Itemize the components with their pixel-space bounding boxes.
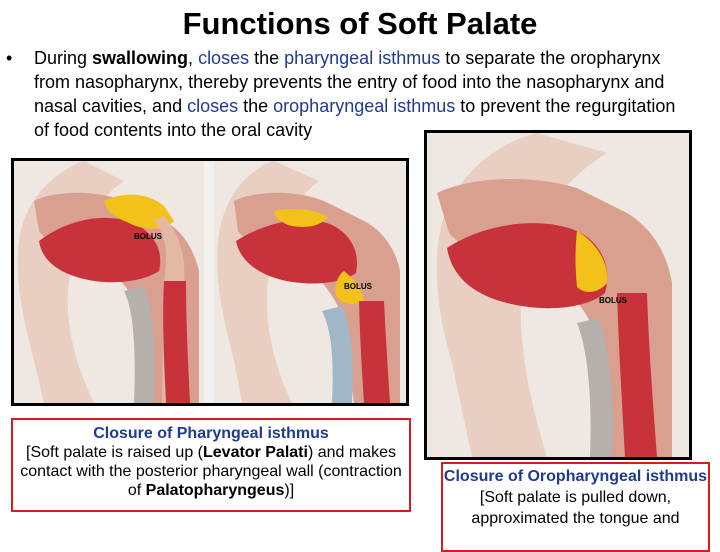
text-run: During [34,48,93,68]
caption-title: Closure of Pharyngeal isthmus [93,425,329,442]
pharyngeal-isthmus-illustration [11,158,409,406]
caption-title: Closure of Oropharyngeal isthmus [443,468,708,485]
text-run: the [238,96,274,116]
text-run: [Soft palate is raised up ( [26,444,203,461]
bullet-paragraph [34,46,694,142]
caption-pharyngeal-closure [11,418,411,512]
text-run: ) and makes contact with the posterior pharyngeal wall (contraction of [20,444,402,499]
oropharyngeal-isthmus-illustration [424,130,692,460]
text-oropharyngeal-isthmus: oropharyngeal isthmus [273,96,456,116]
slide-title: Functions of Soft Palate [182,6,538,41]
sagittal-section-2 [214,161,406,403]
bullet-marker: • [6,48,13,68]
text-run: )] [284,482,295,499]
text-run: to separate the oropharynx from nasopharynx, thereby prevents the entry of food into the nasopharynx and nasal cavities, and [34,48,665,116]
text-pharyngeal-isthmus: pharyngeal isthmus [284,48,441,68]
sagittal-section-1 [14,161,204,403]
text-run: the [249,48,285,68]
bolus-label-2: BOLUS [344,282,372,291]
caption-oropharyngeal-closure [441,462,710,552]
text-run: , [188,48,199,68]
text-swallowing: swallowing [92,48,189,68]
text-closes-2: closes [187,96,239,116]
caption-body [13,443,409,500]
caption-body: [Soft palate is pulled down, approximated the tongue and [471,489,680,527]
text-levator-palati: Levator Palati [203,444,308,461]
bolus-label-1: BOLUS [134,232,162,241]
bolus-label-3: BOLUS [599,296,627,305]
text-run: to prevent the regurgitation of food contents into the oral cavity [34,96,676,140]
text-palatopharyngeus: Palatopharyngeus [145,482,285,499]
text-closes: closes [198,48,250,68]
